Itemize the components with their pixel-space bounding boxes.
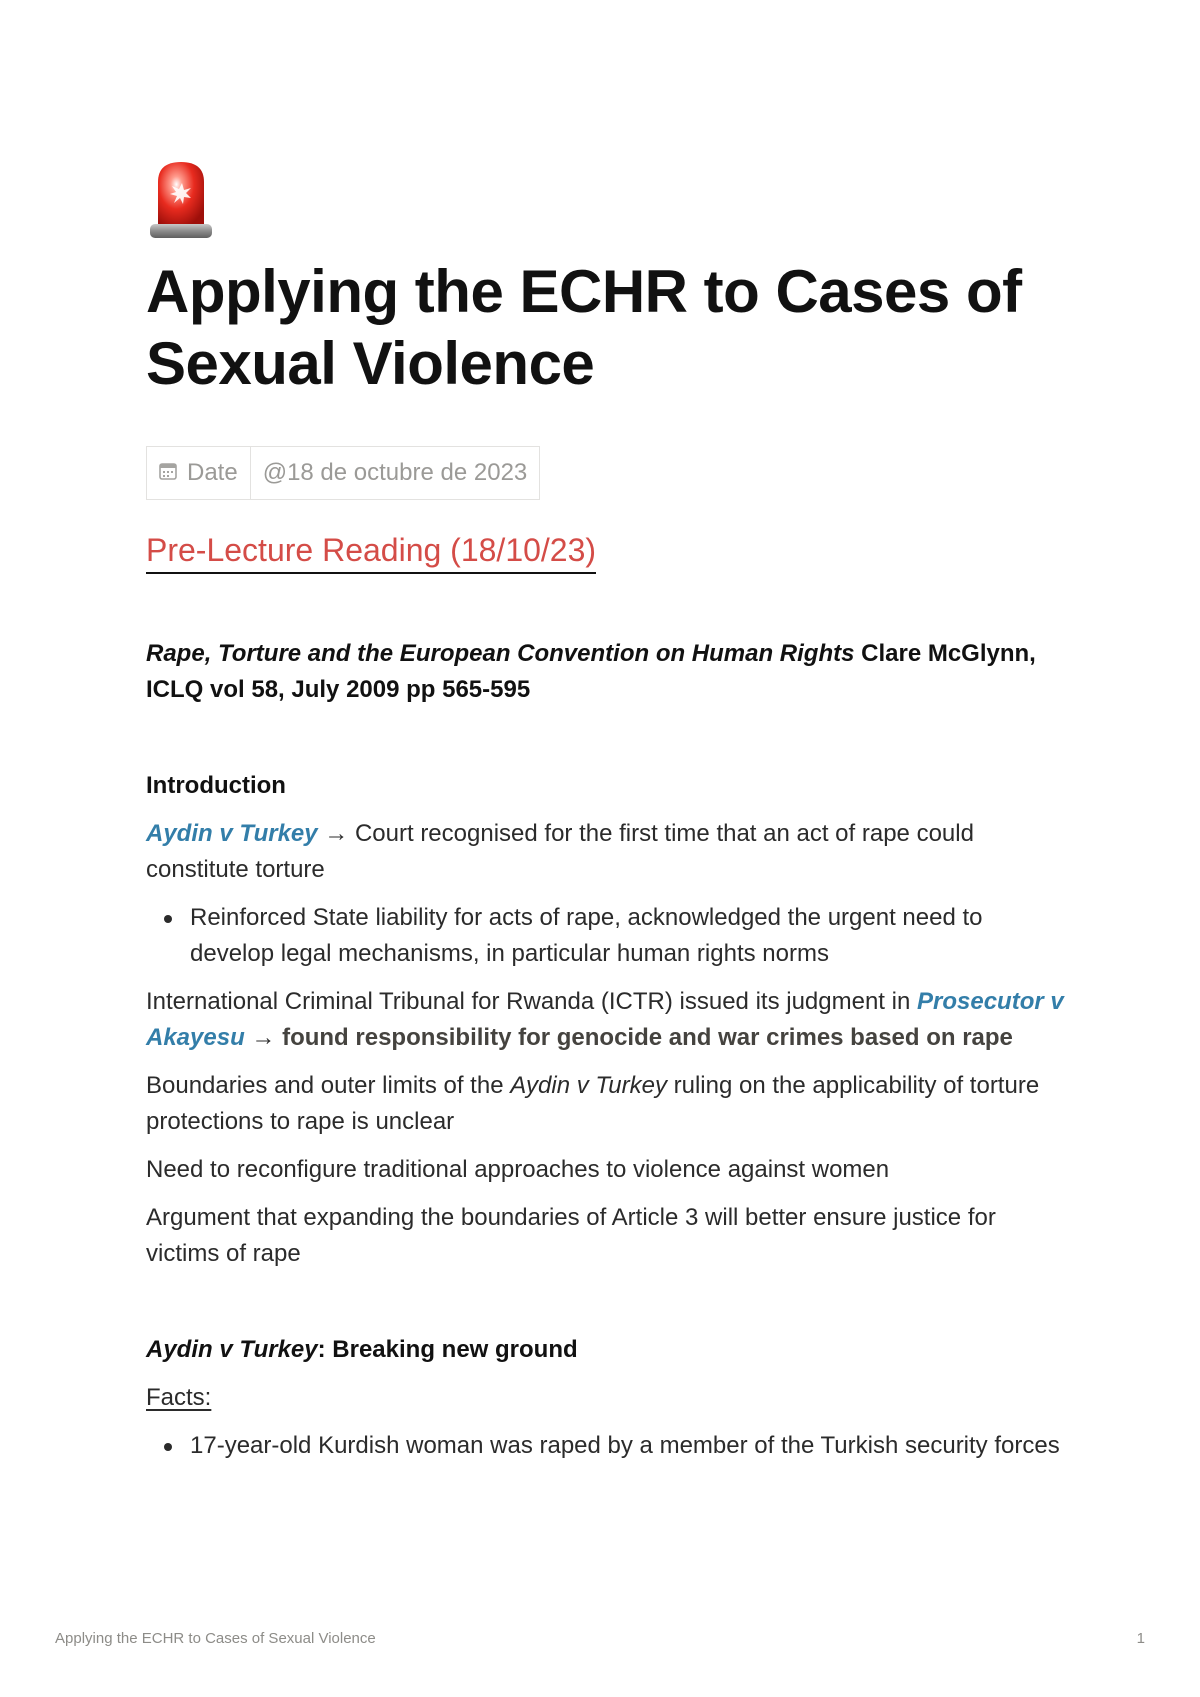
intro-paragraph-4: Need to reconfigure traditional approaches to violence against women (146, 1156, 890, 1183)
date-property[interactable] (146, 446, 540, 500)
case-link-akayesu[interactable]: Prosecutor v Akayesu (146, 988, 1064, 1051)
case-link-aydin[interactable]: Aydin v Turkey (146, 820, 318, 847)
intro-p1-text: → Court recognised for the first time that an act of rape could constitute torture (146, 820, 974, 883)
date-value[interactable]: @18 de octubre de 2023 (262, 459, 528, 486)
page-title: Applying the ECHR to Cases of Sexual Violence (146, 258, 1022, 397)
aydin-heading-italic: Aydin v Turkey (146, 1336, 318, 1363)
aydin-section-heading (146, 1332, 1066, 1368)
list-item: Reinforced State liability for acts of rape, acknowledged the urgent need to develop legal mechanisms, in particular human rights norms (190, 900, 1066, 972)
intro-p3-before: Boundaries and outer limits of the (146, 1072, 511, 1099)
facts-label: Facts: (146, 1384, 212, 1411)
page-content (146, 156, 1066, 1464)
intro-p3-after: ruling on the applicability of torture protections to rape is unclear (146, 1072, 1040, 1135)
rotating-light-icon (146, 156, 216, 242)
intro-paragraph-2 (146, 984, 1066, 1056)
intro-paragraph-5: Argument that expanding the boundaries of Article 3 will better ensure justice for victims of rape (146, 1204, 996, 1267)
arrow-text: → (244, 1024, 283, 1051)
aydin-heading-rest: : Breaking new ground (317, 1336, 578, 1363)
intro-p2-bold: found responsibility for genocide and war crimes based on rape (282, 1024, 1013, 1051)
reading-reference (146, 636, 1066, 708)
date-label: Date (187, 459, 238, 486)
reference-title: Rape, Torture and the European Convention on Human Rights (146, 640, 855, 667)
facts-bullet-list (146, 1428, 1066, 1464)
page-footer (55, 1630, 1145, 1647)
section-heading: Pre-Lecture Reading (18/10/23) (146, 530, 596, 574)
list-item: 17-year-old Kurdish woman was raped by a member of the Turkish security forces (190, 1428, 1066, 1464)
page-number: 1 (1136, 1630, 1145, 1647)
intro-paragraph-3 (146, 1068, 1066, 1140)
introduction-heading: Introduction (146, 772, 286, 799)
date-property-key (147, 447, 251, 499)
reference-author: Clare McGlynn, ICLQ vol 58, July 2009 pp 565-595 (146, 640, 1036, 703)
intro-p2-text: International Criminal Tribunal for Rwanda (ICTR) issued its judgment in (146, 988, 917, 1015)
intro-paragraph-1 (146, 816, 1066, 888)
calendar-icon (159, 459, 177, 487)
intro-p3-case: Aydin v Turkey (510, 1072, 667, 1099)
footer-title: Applying the ECHR to Cases of Sexual Violence (55, 1630, 376, 1647)
intro-bullet-list (146, 900, 1066, 972)
